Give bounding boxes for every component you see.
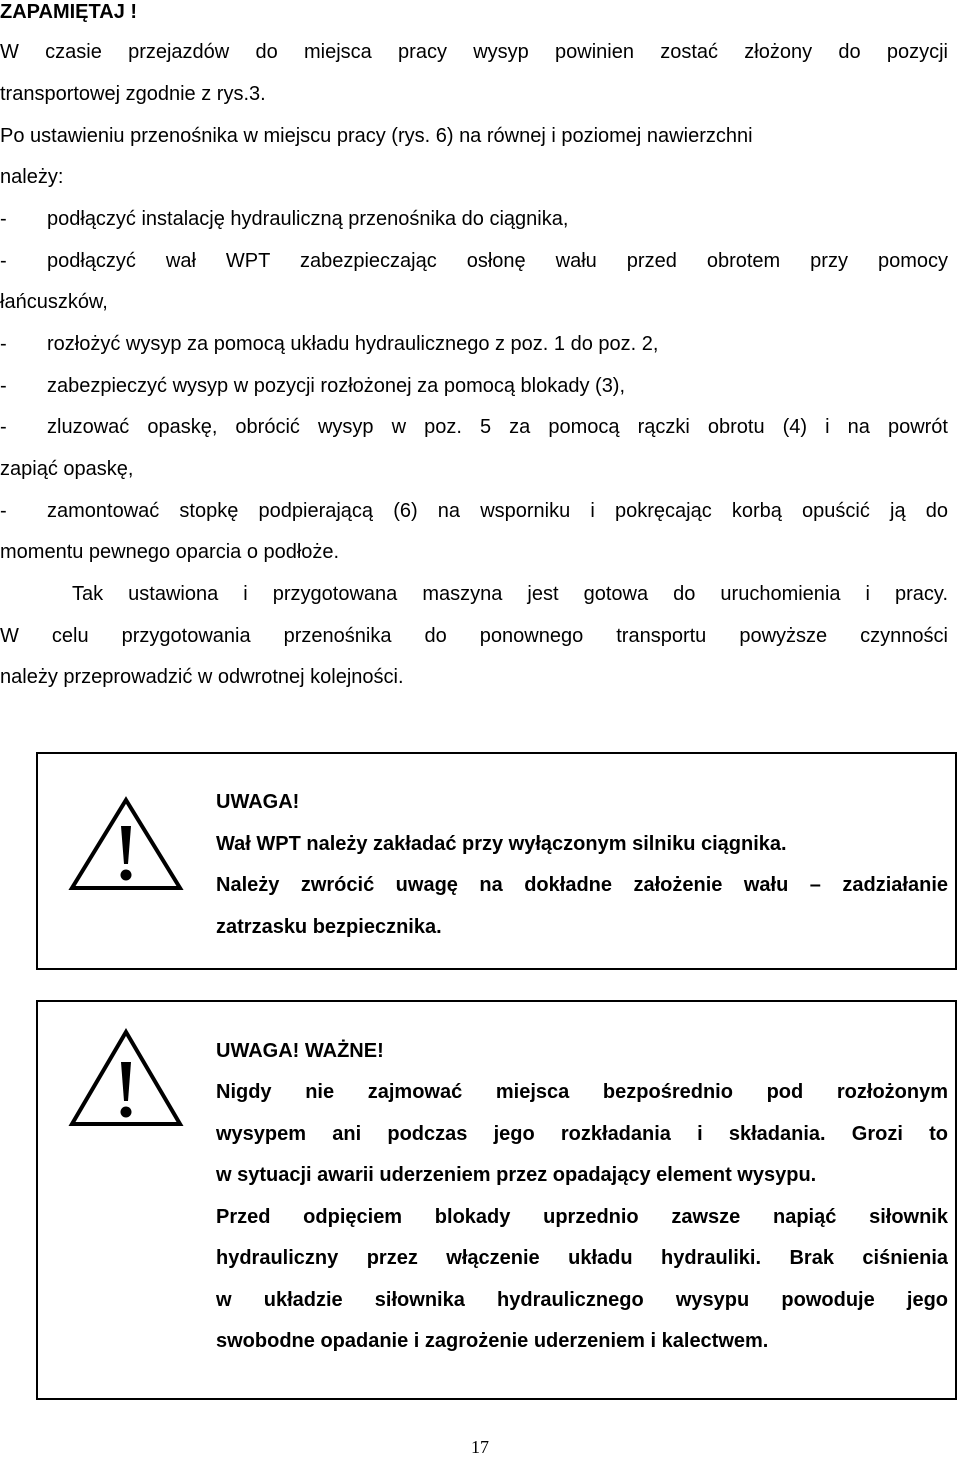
warning-title: UWAGA! WAŻNE! bbox=[216, 1040, 384, 1062]
list-item-text: zluzować opaskę, obrócić wysyp w poz. 5 za pomocą rączki obrotu (4) i na powrót bbox=[47, 416, 948, 438]
list-dash: - bbox=[0, 375, 7, 397]
warning-box bbox=[36, 752, 957, 970]
body-line: należy: bbox=[0, 166, 64, 188]
warning-text-line: Wał WPT należy zakładać przy wyłączonym silniku ciągnika. bbox=[216, 833, 787, 855]
list-item-continuation bbox=[0, 540, 339, 564]
list-item-text: zapiąć opaskę, bbox=[0, 458, 134, 480]
body-line: Tak ustawiona i przygotowana maszyna jest gotowa do uruchomienia i pracy. bbox=[72, 583, 948, 605]
list-dash: - bbox=[0, 208, 7, 230]
body-line: Po ustawieniu przenośnika w miejscu pracy (rys. 6) na równej i poziomej nawierzchni bbox=[0, 125, 753, 147]
list-item bbox=[0, 332, 658, 356]
warning-title: UWAGA! bbox=[216, 791, 300, 813]
list-dash: - bbox=[0, 250, 7, 272]
warning-triangle-icon bbox=[68, 796, 184, 892]
list-item-continuation bbox=[0, 457, 133, 481]
warning-text-line: Nigdy nie zajmować miejsca bezpośrednio pod rozłożonym bbox=[216, 1081, 948, 1103]
list-item-text: zabezpieczyć wysyp w pozycji rozłożonej za pomocą blokady (3), bbox=[47, 375, 626, 397]
warning-text-line: wysypem ani podczas jego rozkładania i składania. Grozi to bbox=[216, 1123, 948, 1145]
list-item bbox=[0, 499, 948, 523]
section-heading: ZAPAMIĘTAJ ! bbox=[0, 1, 138, 23]
list-item-text: łańcuszków, bbox=[0, 291, 108, 313]
list-item-text: zamontować stopkę podpierającą (6) na wsporniku i pokręcając korbą opuścić ją do bbox=[47, 500, 948, 522]
list-dash: - bbox=[0, 500, 7, 522]
list-item bbox=[0, 249, 948, 273]
list-item-text: momentu pewnego oparcia o podłoże. bbox=[0, 541, 340, 563]
warning-text-line: hydrauliczny przez włączenie układu hydrauliki. Brak ciśnienia bbox=[216, 1247, 948, 1269]
warning-text-line: w układzie siłownika hydraulicznego wysypu powoduje jego bbox=[216, 1289, 948, 1311]
list-item-text: podłączyć wał WPT zabezpieczając osłonę wału przed obrotem przy pomocy bbox=[47, 250, 948, 272]
page-number: 17 bbox=[471, 1437, 489, 1457]
list-item bbox=[0, 207, 568, 231]
list-item-text: podłączyć instalację hydrauliczną przenośnika do ciągnika, bbox=[47, 208, 569, 230]
warning-text-line: Przed odpięciem blokady uprzednio zawsze napiąć siłownik bbox=[216, 1206, 948, 1228]
warning-triangle-icon bbox=[68, 1028, 184, 1128]
warning-text-line: w sytuacji awarii uderzeniem przez opadający element wysypu. bbox=[216, 1164, 817, 1186]
body-line: W czasie przejazdów do miejsca pracy wysyp powinien zostać złożony do pozycji bbox=[0, 41, 948, 63]
body-line: transportowej zgodnie z rys.3. bbox=[0, 83, 266, 105]
list-item bbox=[0, 415, 948, 439]
warning-box bbox=[36, 1000, 957, 1400]
list-item-text: rozłożyć wysyp za pomocą układu hydraulicznego z poz. 1 do poz. 2, bbox=[47, 333, 659, 355]
body-line: W celu przygotowania przenośnika do ponownego transportu powyższe czynności bbox=[0, 625, 948, 647]
list-item bbox=[0, 374, 625, 398]
warning-text-line: swobodne opadanie i zagrożenie uderzeniem i kalectwem. bbox=[216, 1330, 769, 1352]
list-item-continuation bbox=[0, 290, 108, 314]
body-line: należy przeprowadzić w odwrotnej kolejności. bbox=[0, 666, 404, 688]
warning-text-line: zatrzasku bezpiecznika. bbox=[216, 916, 442, 938]
list-dash: - bbox=[0, 416, 7, 438]
list-dash: - bbox=[0, 333, 7, 355]
warning-text-line: Należy zwrócić uwagę na dokładne założenie wału – zadziałanie bbox=[216, 874, 948, 896]
